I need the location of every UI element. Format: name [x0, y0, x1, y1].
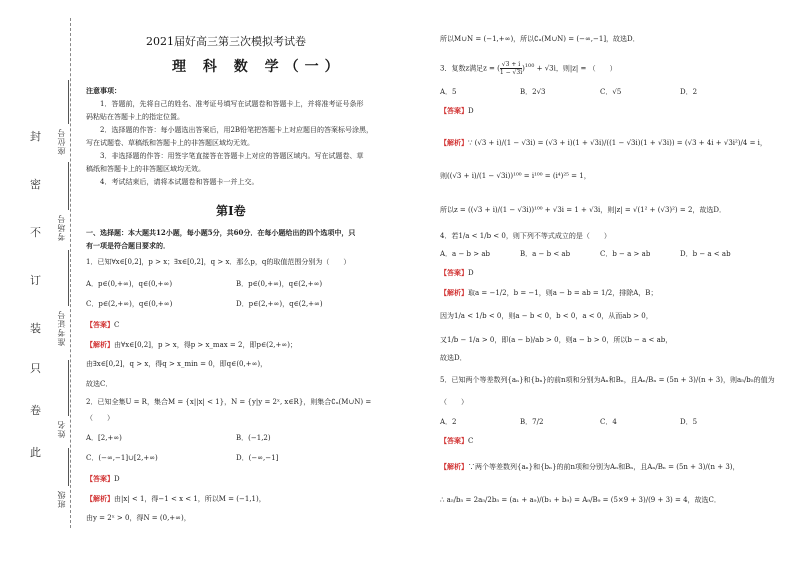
q4-stem: 4．若1/a < 1/b < 0，则下列不等式成立的是（ ） — [440, 232, 611, 240]
q2-analysis-cont: 所以M∪N = (−1,+∞)，所以∁ᵤ(M∪N) = (−∞,−1]，故选D． — [440, 35, 640, 43]
q4-analysis-line: 又1/b − 1/a > 0，即(a − b)/ab > 0，则a − b > 0，所以b − a < ab， — [440, 336, 673, 344]
note-line: 码粘贴在答题卡上的指定位置。 — [86, 113, 184, 121]
field-seat-number: 座位号 — [57, 128, 66, 155]
q1-stem: 1．已知∀x∈[0,2]，p > x；∃x∈[0,2]，q > x．那么p，q的取值范围分别为（ ） — [86, 258, 351, 266]
answer-tag: 【答案】 — [440, 268, 468, 277]
q5-option-b: B．7/2 — [520, 418, 544, 426]
analysis-tag: 【解析】 — [440, 462, 468, 471]
q2-option-d: D．(−∞,−1] — [236, 454, 279, 462]
note-line: 1．答题前，先将自己的姓名、准考证号填写在试题卷和答题卡上，并将准考证号条形 — [100, 100, 364, 108]
q3-exponent: 100 — [524, 63, 535, 69]
answer-value: D — [468, 269, 474, 277]
q2-option-b: B．(−1,2) — [236, 434, 271, 442]
q5-analysis-line: ∴ a₅/b₅ = 2a₅/2b₅ = (a₁ + a₉)/(b₁ + b₉) = A₉/B₉ = (5×9 + 3)/(9 + 3) = 4，故选C． — [440, 496, 721, 504]
answer-tag: 【答案】 — [440, 106, 468, 115]
q1-analysis — [86, 338, 297, 352]
q2-option-a: A．[2,+∞) — [86, 434, 122, 442]
q4-option-a: A．a − b > ab — [440, 250, 490, 258]
q3-paren: ) — [522, 64, 525, 73]
q3-analysis-line: 所以z = ((√3 + i)/(1 − √3i))¹⁰⁰ + √3i = 1 + √3i，则|z| = √(1² + (√3)²) = 2，故选D． — [440, 206, 727, 214]
q3-option-b: B．2√3 — [520, 88, 546, 96]
answer-value: C — [114, 321, 120, 329]
binding-margin — [0, 0, 100, 562]
section-intro: 一、选择题：本大题共12小题，每小题5分，共60分．在每小题给出的四个选项中，只 — [86, 228, 356, 237]
q3-analysis — [440, 136, 767, 150]
note-line: 写在试题卷、草稿纸和答题卡上的非答题区域均无效。 — [86, 139, 254, 147]
field-exam-room: 考场号 — [57, 214, 66, 241]
q3-option-a: A．5 — [440, 88, 457, 96]
analysis-tag: 【解析】 — [440, 288, 468, 297]
note-line: 3．非选择题的作答：用签字笔直接答在答题卡上对应的答题区域内。写在试题卷、草 — [100, 152, 364, 160]
analysis-text: ∵两个等差数列{aₙ}和{bₙ}的前n项和分别为Aₙ和Bₙ，且Aₙ/Bₙ = (5n + 3)/(n + 3)， — [468, 463, 740, 471]
q3-answer — [440, 104, 474, 118]
q3-option-c: C．√5 — [600, 88, 622, 96]
q5-answer — [440, 434, 473, 448]
note-line: 稿纸和答题卡上的非答题区域均无效。 — [86, 165, 205, 173]
section-intro: 有一项是符合题目要求的． — [86, 241, 170, 250]
q5-option-c: C．4 — [600, 418, 617, 426]
notes-heading: 注意事项： — [86, 86, 121, 95]
section-heading: 第Ⅰ卷 — [216, 204, 246, 218]
seal-char: 封 — [30, 130, 41, 143]
q2-analysis — [86, 492, 266, 506]
seal-char: 不 — [30, 226, 41, 239]
q5-bracket: （ ） — [440, 398, 468, 406]
q5-stem: 5．已知两个等差数列{aₙ}和{bₙ}的前n项和分别为Aₙ和Bₙ，且Aₙ/Bₙ = (5n + 3)/(n + 3)，则a₅/b₅的值为 — [440, 376, 775, 384]
q1-answer — [86, 318, 119, 332]
q5-option-d: D．5 — [680, 418, 698, 426]
analysis-text: 取a = −1/2，b = −1，则a − b = ab = 1/2，排除A，B； — [468, 289, 658, 297]
q3-stem — [440, 60, 617, 76]
note-line: 4．考试结束后，请将本试题卷和答题卡一并上交。 — [100, 178, 259, 186]
q4-option-d: D．b − a < ab — [680, 250, 731, 258]
q3-option-d: D．2 — [680, 88, 698, 96]
seal-char: 只 — [30, 362, 41, 375]
answer-value: D — [468, 107, 474, 115]
field-name: 姓名 — [57, 420, 66, 438]
q2-analysis-line: 由y = 2ˣ > 0，得N = (0,+∞)， — [86, 514, 191, 522]
q2-answer — [86, 472, 120, 486]
q1-option-d: D．p∈(2,+∞)，q∈(2,+∞) — [236, 300, 323, 308]
seal-char: 此 — [30, 446, 41, 459]
q5-option-a: A．2 — [440, 418, 457, 426]
analysis-text: ∵ (√3 + i)/(1 − √3i) = (√3 + i)(1 + √3i)/((1 − √3i)(1 + √3i)) = (√3 + 4i + √3i²)/4 = i， — [468, 139, 767, 147]
field-class: 班级 — [57, 490, 66, 508]
q3-stem-pre: 3．复数z满足z = — [440, 64, 495, 73]
exam-subtitle: 理 科 数 学（一） — [172, 59, 345, 75]
analysis-tag: 【解析】 — [86, 340, 114, 349]
exam-title: 2021届好高三第三次模拟考试卷 — [146, 35, 306, 48]
q3-denominator: 1 − √3i — [499, 68, 523, 76]
q1-analysis-line: 由∃x∈[0,2]，q > x，得q > x_min = 0，即q∈(0,+∞)， — [86, 360, 268, 368]
q3-fraction — [500, 61, 522, 76]
q4-option-c: C．b − a > ab — [600, 250, 651, 258]
analysis-text: 由∀x∈[0,2]，p > x，得p > x_max = 2，即p∈(2,+∞)； — [114, 341, 297, 349]
note-line: 2．选择题的作答：每小题选出答案后，用2B铅笔把答题卡上对应题目的答案标号涂黑， — [100, 126, 374, 134]
q4-option-b: B．a − b < ab — [520, 250, 571, 258]
q2-stem: 2．已知全集U = R，集合M = {x||x| < 1}，N = {y|y = 2ˣ, x∈R}，则集合∁ᵤ(M∪N) = — [86, 398, 372, 406]
answer-value: D — [114, 475, 120, 483]
seal-char: 密 — [30, 178, 41, 191]
q1-option-c: C．p∈(2,+∞)，q∈(0,+∞) — [86, 300, 173, 308]
answer-tag: 【答案】 — [440, 436, 468, 445]
q4-analysis-line: 故选D． — [440, 354, 467, 362]
q1-analysis-line: 故选C． — [86, 380, 113, 388]
q1-option-a: A．p∈(0,+∞)，q∈(0,+∞) — [86, 280, 173, 288]
answer-value: C — [468, 437, 474, 445]
analysis-tag: 【解析】 — [440, 138, 468, 147]
q2-bracket: （ ） — [86, 414, 114, 422]
q4-analysis-line: 因为1/a < 1/b < 0，则a − b < 0，b < 0，a < 0，从而ab > 0， — [440, 312, 653, 320]
seal-char: 装 — [30, 322, 41, 335]
seal-char: 卷 — [30, 404, 41, 417]
q4-answer — [440, 266, 474, 280]
q4-analysis — [440, 286, 657, 300]
answer-tag: 【答案】 — [86, 474, 114, 483]
q3-stem-post: + √3i，则|z| = （ ） — [536, 64, 617, 73]
q1-option-b: B．p∈(0,+∞)，q∈(2,+∞) — [236, 280, 323, 288]
analysis-tag: 【解析】 — [86, 494, 114, 503]
q3-analysis-line: 则((√3 + i)/(1 − √3i))¹⁰⁰ = i¹⁰⁰ = (i⁴)²⁵ = 1， — [440, 172, 591, 180]
q2-option-c: C．(−∞,−1]∪[2,+∞) — [86, 454, 158, 462]
field-admission-number: 准考证号 — [57, 310, 66, 346]
analysis-text: 由|x| < 1，得−1 < x < 1，所以M = (−1,1)， — [114, 495, 266, 503]
q5-analysis — [440, 460, 740, 474]
seal-dashed-line — [70, 18, 71, 528]
q3-numerator: √3 + i — [501, 60, 521, 68]
answer-tag: 【答案】 — [86, 320, 114, 329]
q3-paren: ( — [497, 64, 500, 73]
seal-char: 订 — [30, 274, 41, 287]
